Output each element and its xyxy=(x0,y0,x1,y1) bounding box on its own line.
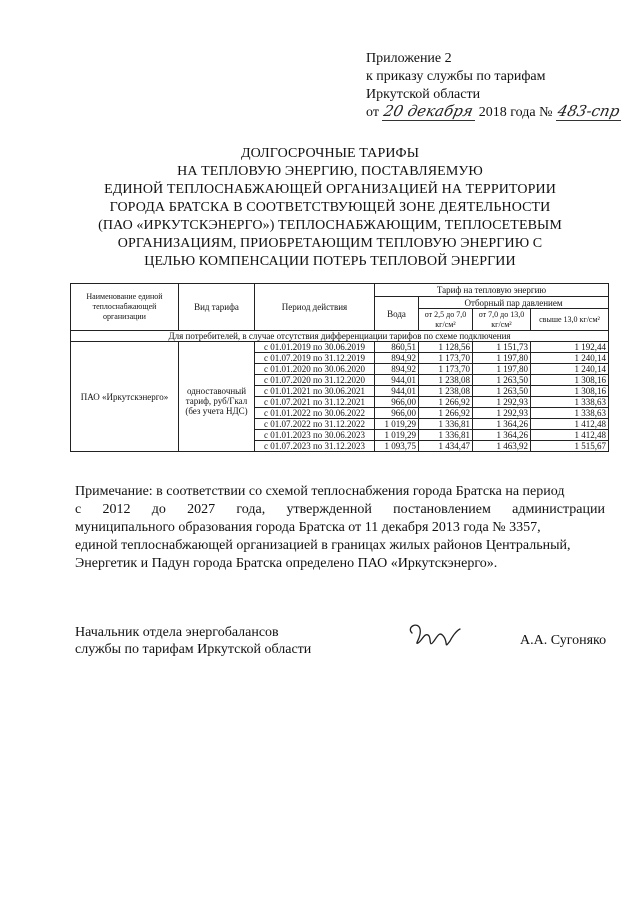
tariff-rows xyxy=(71,342,609,452)
handwritten-signature xyxy=(404,619,464,655)
appendix-number: Приложение 2 xyxy=(366,51,452,66)
period-cell: с 01.07.2022 по 31.12.2022 xyxy=(255,419,375,430)
title-line: ДОЛГОСРОЧНЫЕ ТАРИФЫ xyxy=(240,146,420,161)
title-line: ОРГАНИЗАЦИЯМ, ПРИОБРЕТАЮЩИМ ТЕПЛОВУЮ ЭНЕРГИЮ С xyxy=(117,236,543,251)
steam-1-cell: 1 173,70 xyxy=(419,353,473,364)
steam-1-cell: 1 173,70 xyxy=(419,364,473,375)
header-steam-1: от 2,5 до 7,0 кг/см² xyxy=(419,309,473,331)
steam-3-cell: 1 412,48 xyxy=(531,430,609,441)
period-cell: с 01.01.2022 по 30.06.2022 xyxy=(255,408,375,419)
note-line: Энергетик и Падун города Братска определено ПАО «Иркутскэнерго». xyxy=(75,556,498,571)
header-steam: Отборный пар давлением xyxy=(419,297,609,309)
steam-3-cell: 1 308,16 xyxy=(531,375,609,386)
steam-3-cell: 1 338,63 xyxy=(531,408,609,419)
header-tariff: Тариф на тепловую энергию xyxy=(375,284,609,297)
steam-2-cell: 1 151,73 xyxy=(473,342,531,353)
water-cell: 1 019,29 xyxy=(375,419,419,430)
period-cell: с 01.01.2020 по 30.06.2020 xyxy=(255,364,375,375)
header-steam-2: от 7,0 до 13,0 кг/см² xyxy=(473,309,531,331)
water-cell: 1 019,29 xyxy=(375,430,419,441)
steam-2-cell: 1 197,80 xyxy=(473,353,531,364)
organization-cell: ПАО «Иркутскэнерго» xyxy=(71,342,179,452)
steam-2-cell: 1 292,93 xyxy=(473,397,531,408)
steam-3-cell: 1 308,16 xyxy=(531,386,609,397)
note-paragraph xyxy=(75,483,605,573)
header-organization: Наименование единой теплоснабжающей организации xyxy=(71,284,179,331)
period-cell: с 01.07.2021 по 31.12.2021 xyxy=(255,397,375,408)
header-water: Вода xyxy=(375,297,419,331)
title-line: ГОРОДА БРАТСКА В СООТВЕТСТВУЮЩЕЙ ЗОНЕ ДЕЯТЕЛЬНОСТИ xyxy=(109,200,551,215)
period-cell: с 01.01.2021 по 30.06.2021 xyxy=(255,386,375,397)
title-line: ЦЕЛЬЮ КОМПЕНСАЦИИ ПОТЕРЬ ТЕПЛОВОЙ ЭНЕРГИИ xyxy=(144,254,516,269)
steam-1-cell: 1 238,08 xyxy=(419,386,473,397)
steam-3-cell: 1 240,14 xyxy=(531,364,609,375)
steam-1-cell: 1 238,08 xyxy=(419,375,473,386)
steam-2-cell: 1 263,50 xyxy=(473,375,531,386)
signer-position-line: Начальник отдела энергобалансов xyxy=(75,625,279,640)
period-cell: с 01.07.2019 по 31.12.2019 xyxy=(255,353,375,364)
signer-name: А.А. Сугоняко xyxy=(520,633,607,648)
year-text: 2018 года № xyxy=(478,105,553,120)
header-tariff-type: Вид тарифа xyxy=(179,284,255,331)
document-title xyxy=(96,145,564,271)
steam-2-cell: 1 463,92 xyxy=(473,441,531,452)
tariff-table xyxy=(70,283,609,452)
note-line: Примечание: в соответствии со схемой теплоснабжения города Братска на период xyxy=(75,484,565,499)
water-cell: 966,00 xyxy=(375,397,419,408)
steam-2-cell: 1 263,50 xyxy=(473,386,531,397)
water-cell: 966,00 xyxy=(375,408,419,419)
steam-3-cell: 1 192,44 xyxy=(531,342,609,353)
from-label: от xyxy=(366,105,379,120)
period-cell: с 01.07.2020 по 31.12.2020 xyxy=(255,375,375,386)
appendix-order-ref: к приказу службы по тарифам xyxy=(366,69,546,84)
title-line: ЕДИНОЙ ТЕПЛОСНАБЖАЮЩЕЙ ОРГАНИЗАЦИЕЙ НА ТЕРРИТОРИИ xyxy=(104,182,556,197)
tariff-type-cell: одноставочный тариф, руб/Гкал (без учета НДС) xyxy=(179,342,255,452)
water-cell: 860,51 xyxy=(375,342,419,353)
note-line: муниципального образования города Братска от 11 декабря 2013 года № 3357, xyxy=(75,520,541,535)
period-cell: с 01.07.2023 по 31.12.2023 xyxy=(255,441,375,452)
steam-3-cell: 1 338,63 xyxy=(531,397,609,408)
steam-2-cell: 1 197,80 xyxy=(473,364,531,375)
note-line: с 2012 до 2027 года, утвержденной постановлением администрации xyxy=(75,502,605,517)
appendix-region: Иркутской области xyxy=(366,87,481,102)
water-cell: 894,92 xyxy=(375,364,419,375)
table-row xyxy=(71,342,609,353)
title-line: НА ТЕПЛОВУЮ ЭНЕРГИЮ, ПОСТАВЛЯЕМУЮ xyxy=(177,164,483,179)
header-period: Период действия xyxy=(255,284,375,331)
section-row: Для потребителей, в случае отсутствия дифференциации тарифов по схеме подключения xyxy=(71,331,609,342)
appendix-header xyxy=(366,50,621,122)
steam-1-cell: 1 336,81 xyxy=(419,430,473,441)
water-cell: 1 093,75 xyxy=(375,441,419,452)
period-cell: с 01.01.2023 по 30.06.2023 xyxy=(255,430,375,441)
steam-1-cell: 1 266,92 xyxy=(419,408,473,419)
water-cell: 894,92 xyxy=(375,353,419,364)
steam-2-cell: 1 364,26 xyxy=(473,419,531,430)
handwritten-number: 483-спр xyxy=(556,102,622,120)
steam-3-cell: 1 240,14 xyxy=(531,353,609,364)
title-line: (ПАО «ИРКУТСКЭНЕРГО») ТЕПЛОСНАБЖАЮЩИМ, ТЕПЛОСЕТЕВЫМ xyxy=(98,218,562,233)
appendix-date-line xyxy=(366,104,621,122)
header-steam-3: свыше 13,0 кг/см² xyxy=(531,309,609,331)
steam-1-cell: 1 266,92 xyxy=(419,397,473,408)
steam-2-cell: 1 364,26 xyxy=(473,430,531,441)
water-cell: 944,01 xyxy=(375,375,419,386)
signer-position-line: службы по тарифам Иркутской области xyxy=(75,642,312,657)
steam-1-cell: 1 434,47 xyxy=(419,441,473,452)
handwritten-date: 20 декабря xyxy=(382,102,476,120)
steam-3-cell: 1 412,48 xyxy=(531,419,609,430)
steam-2-cell: 1 292,93 xyxy=(473,408,531,419)
steam-1-cell: 1 128,56 xyxy=(419,342,473,353)
note-line: единой теплоснабжающей организацией в границах жилых районов Центральный, xyxy=(75,538,571,553)
water-cell: 944,01 xyxy=(375,386,419,397)
steam-3-cell: 1 515,67 xyxy=(531,441,609,452)
steam-1-cell: 1 336,81 xyxy=(419,419,473,430)
signer-position xyxy=(75,624,311,658)
period-cell: с 01.01.2019 по 30.06.2019 xyxy=(255,342,375,353)
